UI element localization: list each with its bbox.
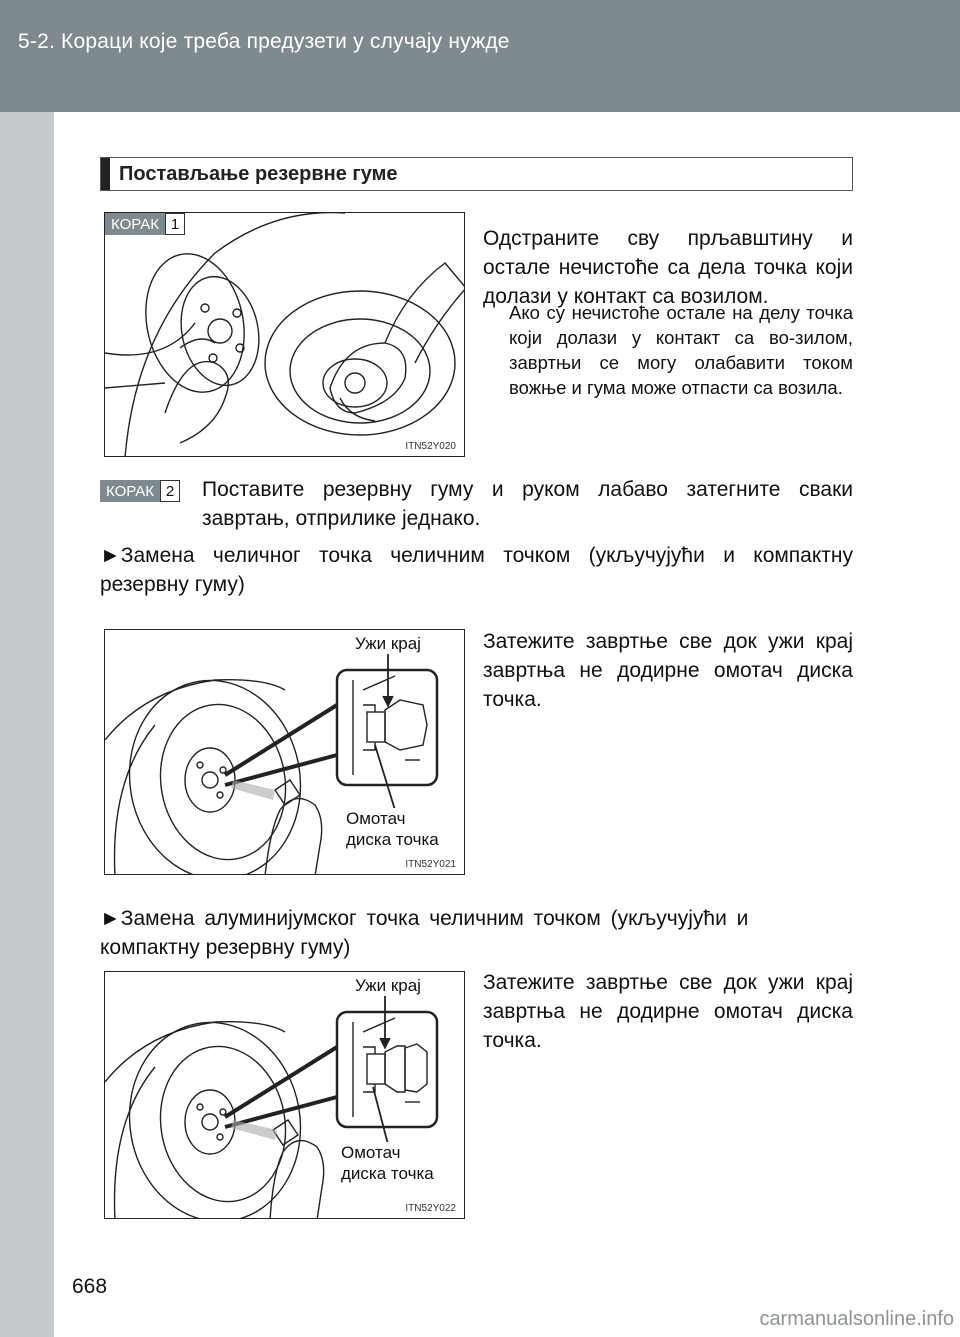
figure-code: ITN52Y020 <box>405 441 456 452</box>
label-narrow-end: Ужи крај <box>355 976 421 995</box>
figure-code: ITN52Y022 <box>405 1203 456 1214</box>
page-header <box>0 0 960 112</box>
case-alloy-text: Затежите завртње све док ужи крај завртња не додирне омотач диска точка. <box>483 971 853 1052</box>
step-2-text: Поставите резервну гуму и руком лабаво затегните сваки завртањ, отприлике једнако. <box>202 478 853 530</box>
section-marker <box>101 158 110 190</box>
figure-code: ITN52Y021 <box>405 859 456 870</box>
step-badge-label: КОРАК <box>105 213 165 235</box>
case-steel-text: Затежите завртње све док ужи крај завртња не додирне омотач диска точка. <box>483 630 853 711</box>
case-alloy-heading-line2: компактну резервну гуму) <box>100 936 351 959</box>
chapter-title: 5-2. Кораци које треба предузети у случају нужде <box>18 30 510 53</box>
step-1-badge <box>105 213 185 235</box>
figure-clean-hub <box>104 212 465 457</box>
step-badge-number: 2 <box>160 480 180 502</box>
label-disc-cover: Омотач диска точка <box>346 809 439 849</box>
side-strip <box>0 112 54 1337</box>
label-disc-cover: Омотач диска точка <box>341 1143 434 1183</box>
section-heading <box>100 157 853 191</box>
case-alloy-heading-line1: ►Замена алуминијумског точка челичним точком (укључујући и <box>100 907 749 930</box>
step-badge-number: 1 <box>165 213 185 235</box>
page-number: 668 <box>72 1275 108 1298</box>
step-badge-label: КОРАК <box>100 480 160 502</box>
watermark: carmanualsonline.info <box>759 1308 954 1330</box>
step-1-text: Одстраните сву прљавштину и остале нечистоће са дела точка који долази у контакт са возилом. <box>483 227 853 308</box>
step-1-note: Ако су нечистоће остале на делу точка који долази у контакт са во-зилом, завртњи се могу олабавити током вожње и гума може отпасти са возила. <box>509 302 853 398</box>
figure-steel-wheel <box>104 629 465 875</box>
case-steel-heading: ►Замена челичног точка челичним точком (укључујући и компактну резервну гуму) <box>100 544 853 596</box>
section-title: Постављање резервне гуме <box>119 163 398 185</box>
figure-alloy-wheel <box>104 971 465 1219</box>
clean-hub-illustration <box>105 213 465 457</box>
label-narrow-end: Ужи крај <box>355 634 421 653</box>
step-2-badge <box>100 480 180 502</box>
